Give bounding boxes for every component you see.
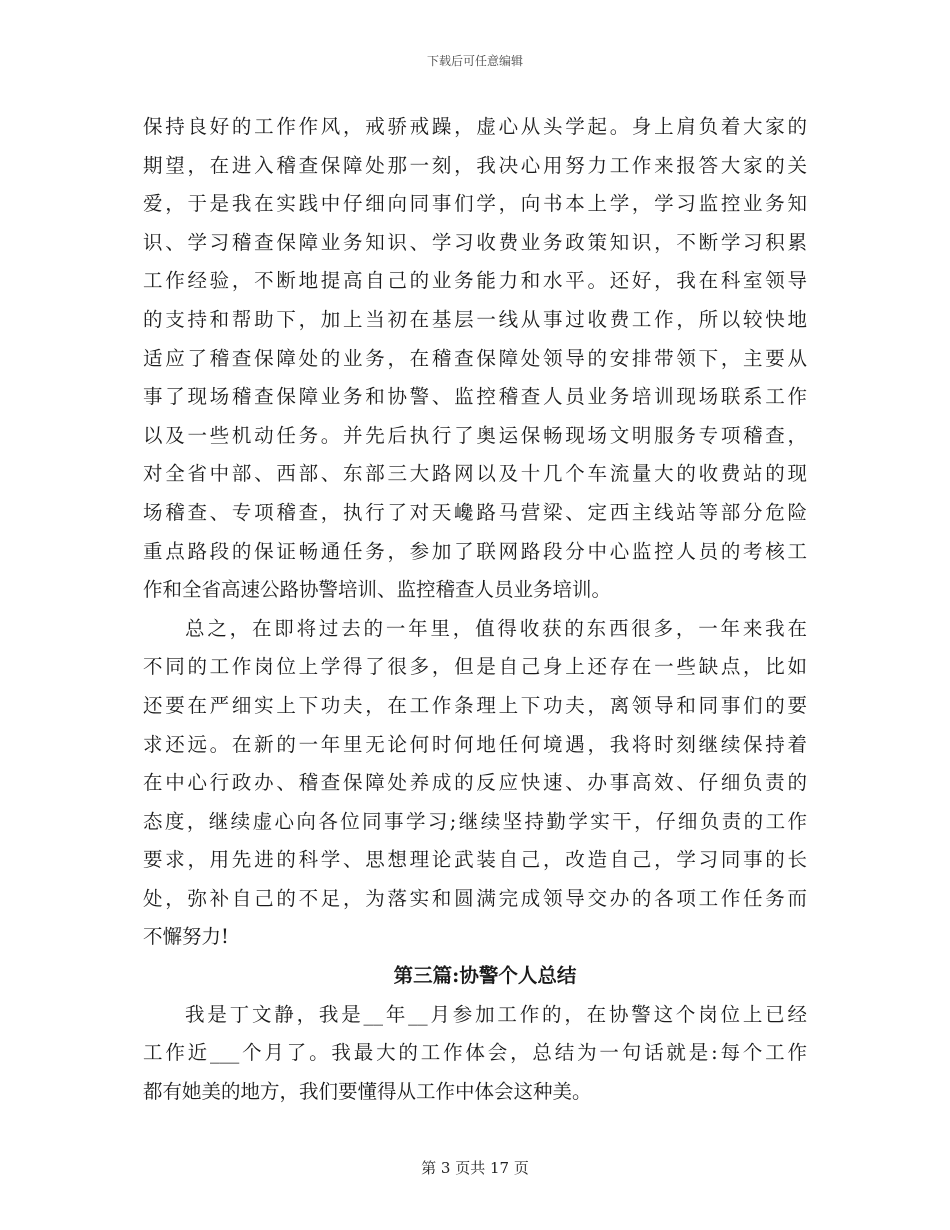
text-line: 态度，继续虚心向各位同事学习;继续坚持勤学实干，仔细负责的工作 bbox=[143, 809, 807, 833]
paragraph-2 bbox=[143, 610, 807, 957]
text-line: 在中心行政办、稽查保障处养成的反应快速、办事高效、仔细负责的 bbox=[143, 771, 807, 795]
text-line: 总之，在即将过去的一年里，值得收获的东西很多，一年来我在 bbox=[185, 616, 807, 640]
text-line: 不同的工作岗位上学得了很多，但是自己身上还存在一些缺点，比如 bbox=[143, 655, 807, 679]
section-title: 第三篇:协警个人总结 bbox=[393, 964, 577, 988]
text-line: 的支持和帮助下，加上当初在基层一线从事过收费工作，所以较快地 bbox=[143, 307, 807, 331]
text-line: 都有她美的地方，我们要懂得从工作中体会这种美。 bbox=[143, 1079, 592, 1103]
text-line: 工作近___个月了。我最大的工作体会，总结为一句话就是:每个工作 bbox=[143, 1041, 807, 1065]
paragraph-1 bbox=[143, 108, 807, 610]
text-line: 求还远。在新的一年里无论何时何地任何境遇，我将时刻继续保持着 bbox=[143, 732, 807, 756]
text-line: 爱，于是我在实践中仔细向同事们学，向书本上学，学习监控业务知 bbox=[143, 192, 807, 216]
text-line: 作和全省高速公路协警培训、监控稽查人员业务培训。 bbox=[143, 578, 612, 602]
page-header: 下载后可任意编辑 bbox=[426, 54, 523, 68]
text-line: 对全省中部、西部、东部三大路网以及十几个车流量大的收费站的现 bbox=[143, 462, 807, 486]
text-line: 场稽查、专项稽查，执行了对天巉路马营梁、定西主线站等部分危险 bbox=[143, 500, 807, 524]
text-line: 不懈努力! bbox=[143, 925, 229, 949]
text-line: 适应了稽查保障处的业务，在稽查保障处领导的安排带领下，主要从 bbox=[143, 346, 807, 370]
text-line: 期望，在进入稽查保障处那一刻，我决心用努力工作来报答大家的关 bbox=[143, 153, 807, 177]
text-line: 处，弥补自己的不足，为落实和圆满完成领导交办的各项工作任务而 bbox=[143, 886, 807, 910]
text-line: 识、学习稽查保障业务知识、学习收费业务政策知识，不断学习积累 bbox=[143, 230, 807, 254]
text-line: 工作经验，不断地提高自己的业务能力和水平。还好，我在科室领导 bbox=[143, 269, 807, 293]
text-line: 事了现场稽查保障业务和协警、监控稽查人员业务培训现场联系工作 bbox=[143, 385, 807, 409]
text-line: 以及一些机动任务。并先后执行了奥运保畅现场文明服务专项稽查， bbox=[143, 423, 807, 447]
text-line: 保持良好的工作作风，戒骄戒躁，虚心从头学起。身上肩负着大家的 bbox=[143, 115, 807, 138]
text-line: 我是丁文静，我是__年__月参加工作的，在协警这个岗位上已经 bbox=[185, 1002, 807, 1026]
paragraph-3 bbox=[143, 996, 807, 1112]
text-line: 重点路段的保证畅通任务，参加了联网路段分中心监控人员的考核工 bbox=[143, 539, 807, 563]
document-body bbox=[143, 108, 807, 1111]
text-line: 要求，用先进的科学、思想理论武装自己，改造自己，学习同事的长 bbox=[143, 848, 807, 872]
page-number: 第 3 页共 17 页 bbox=[421, 1159, 529, 1177]
text-line: 还要在严细实上下功夫，在工作条理上下功夫，离领导和同事们的要 bbox=[143, 693, 807, 717]
